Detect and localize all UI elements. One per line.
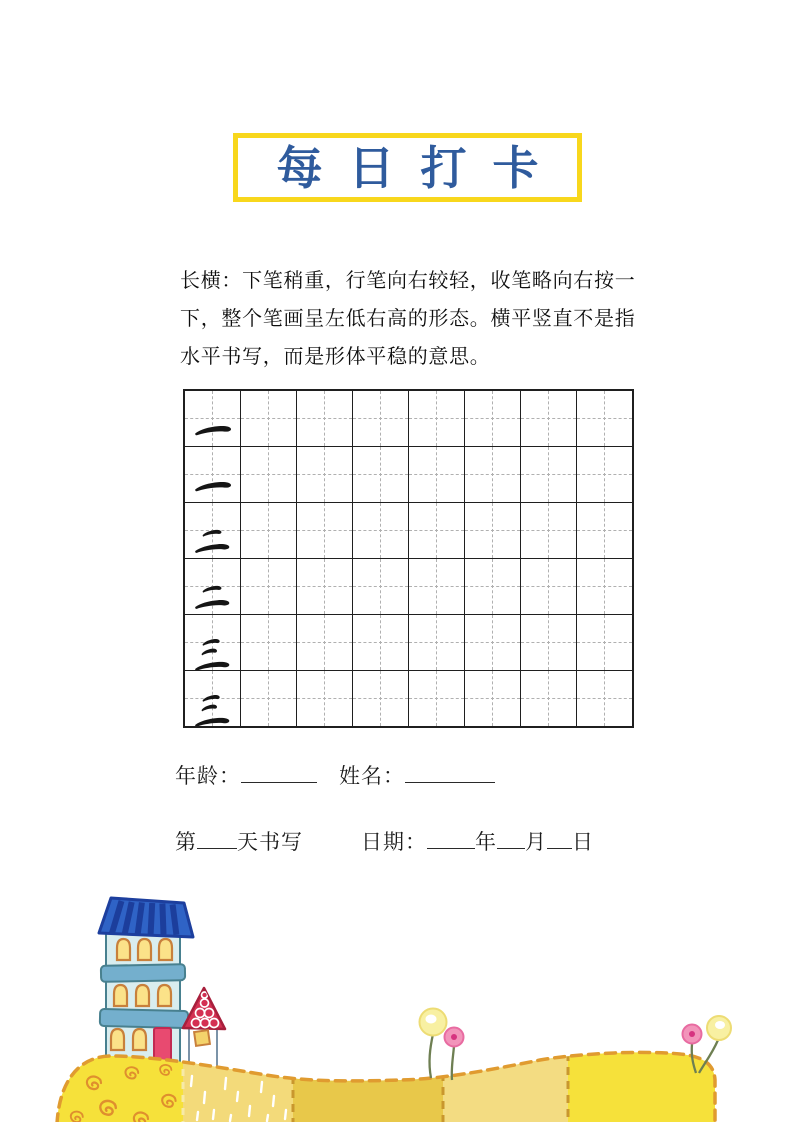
date-label: 日期： (361, 830, 427, 855)
cell-guides (409, 671, 464, 726)
date-day-blank (547, 826, 572, 849)
grid-cell (409, 390, 465, 447)
cell-guides (297, 671, 352, 726)
day-suffix-label: 天书写 (237, 830, 303, 855)
cell-guides (577, 559, 632, 614)
cell-guides (521, 391, 576, 446)
form-line-age-name (175, 760, 495, 791)
cell-guides (353, 671, 408, 726)
yellow-flower (420, 1009, 447, 1036)
cell-guides (353, 615, 408, 670)
cell-guides (241, 671, 296, 726)
cell-guides (353, 559, 408, 614)
cell-guides (409, 615, 464, 670)
page-title: 每日打卡 (276, 140, 565, 195)
grid-cell (353, 390, 409, 447)
title-box (233, 133, 582, 202)
grid-cell (465, 447, 521, 503)
grid-cell (353, 671, 409, 728)
grid-cell (521, 671, 577, 728)
cell-guides (577, 615, 632, 670)
grid-row (184, 390, 633, 447)
grid-cell (353, 615, 409, 671)
cell-guides (353, 391, 408, 446)
month-label: 月 (525, 830, 547, 855)
cell-guides (465, 503, 520, 558)
year-label: 年 (475, 830, 497, 855)
grid-cell (241, 390, 297, 447)
form-line-day-date (175, 826, 594, 857)
practice-grid-body (184, 390, 633, 727)
grid-row (184, 447, 633, 503)
cell-guides (465, 559, 520, 614)
cell-guides (241, 447, 296, 502)
grid-cell (409, 615, 465, 671)
tall-house-illustration (99, 898, 193, 1066)
grid-cell (577, 447, 634, 503)
cell-guides (409, 559, 464, 614)
cell-guides (409, 447, 464, 502)
grid-cell (465, 671, 521, 728)
cell-guides (241, 503, 296, 558)
cell-guides (465, 447, 520, 502)
instruction-line: 长横：下笔稍重，行笔向右较轻，收笔略向右按一 (180, 270, 636, 292)
cell-guides (297, 447, 352, 502)
yellow-flower (707, 1016, 731, 1040)
grid-cell (409, 503, 465, 559)
window (194, 1030, 210, 1046)
instruction-line: 水平书写，而是形体平稳的意思。 (180, 346, 491, 368)
model-character-cell (184, 447, 241, 503)
grid-cell (241, 559, 297, 615)
grid-row (184, 503, 633, 559)
grid-cell (577, 503, 634, 559)
cell-guides (577, 391, 632, 446)
model-character-cell (184, 671, 241, 728)
cell-guides (297, 503, 352, 558)
grid-cell (297, 390, 353, 447)
grid-cell (521, 503, 577, 559)
practice-grid (183, 389, 634, 728)
cell-guides (521, 671, 576, 726)
name-blank (405, 760, 495, 783)
cell-guides (465, 615, 520, 670)
cell-guides (577, 503, 632, 558)
date-month-blank (497, 826, 525, 849)
grid-cell (577, 615, 634, 671)
brush-character (186, 504, 240, 558)
grid-cell (241, 447, 297, 503)
cell-guides (521, 559, 576, 614)
day-prefix-label: 第 (175, 830, 197, 855)
grid-cell (297, 615, 353, 671)
brush-character (186, 392, 240, 446)
model-character-cell (184, 503, 241, 559)
brush-character (186, 560, 240, 614)
grid-cell (521, 390, 577, 447)
brush-character (186, 672, 240, 726)
grid-cell (241, 615, 297, 671)
grid-cell (241, 503, 297, 559)
cell-guides (297, 559, 352, 614)
cell-guides (353, 447, 408, 502)
grid-cell (409, 447, 465, 503)
grid-cell (577, 559, 634, 615)
grid-cell (409, 671, 465, 728)
model-character-cell (184, 559, 241, 615)
grid-cell (521, 447, 577, 503)
age-label: 年龄： (175, 764, 241, 789)
grid-cell (521, 559, 577, 615)
cell-guides (521, 615, 576, 670)
date-year-blank (427, 826, 475, 849)
grid-cell (521, 615, 577, 671)
cell-guides (577, 447, 632, 502)
pink-flower (683, 1025, 702, 1044)
grid-cell (297, 559, 353, 615)
footer-illustration (0, 880, 793, 1122)
cell-guides (465, 391, 520, 446)
cell-guides (577, 671, 632, 726)
grid-cell (465, 615, 521, 671)
grid-row (184, 671, 633, 728)
brush-character (186, 448, 240, 502)
grid-cell (297, 503, 353, 559)
cell-guides (465, 671, 520, 726)
grid-cell (465, 390, 521, 447)
grid-cell (297, 447, 353, 503)
cell-guides (409, 503, 464, 558)
instruction-paragraph (180, 262, 650, 376)
grid-cell (297, 671, 353, 728)
grid-row (184, 615, 633, 671)
age-blank (241, 760, 317, 783)
grid-row (184, 559, 633, 615)
brush-character (186, 616, 240, 670)
model-character-cell (184, 615, 241, 671)
cell-guides (241, 559, 296, 614)
day-label: 日 (572, 830, 594, 855)
grid-cell (353, 559, 409, 615)
grid-cell (353, 503, 409, 559)
grid-cell (577, 671, 634, 728)
grid-cell (241, 671, 297, 728)
grid-cell (353, 447, 409, 503)
cell-guides (353, 503, 408, 558)
cell-guides (521, 503, 576, 558)
pink-flower (445, 1028, 464, 1047)
cell-guides (409, 391, 464, 446)
practice-grid-table (183, 389, 634, 728)
grid-cell (465, 503, 521, 559)
instruction-line: 下，整个笔画呈左低右高的形态。横平竖直不是指 (180, 308, 636, 330)
grid-cell (577, 390, 634, 447)
cell-guides (241, 615, 296, 670)
cell-guides (297, 391, 352, 446)
model-character-cell (184, 390, 241, 447)
cell-guides (521, 447, 576, 502)
name-label: 姓名： (339, 764, 405, 789)
cell-guides (241, 391, 296, 446)
grid-cell (465, 559, 521, 615)
grid-cell (409, 559, 465, 615)
cell-guides (297, 615, 352, 670)
day-blank (197, 826, 237, 849)
